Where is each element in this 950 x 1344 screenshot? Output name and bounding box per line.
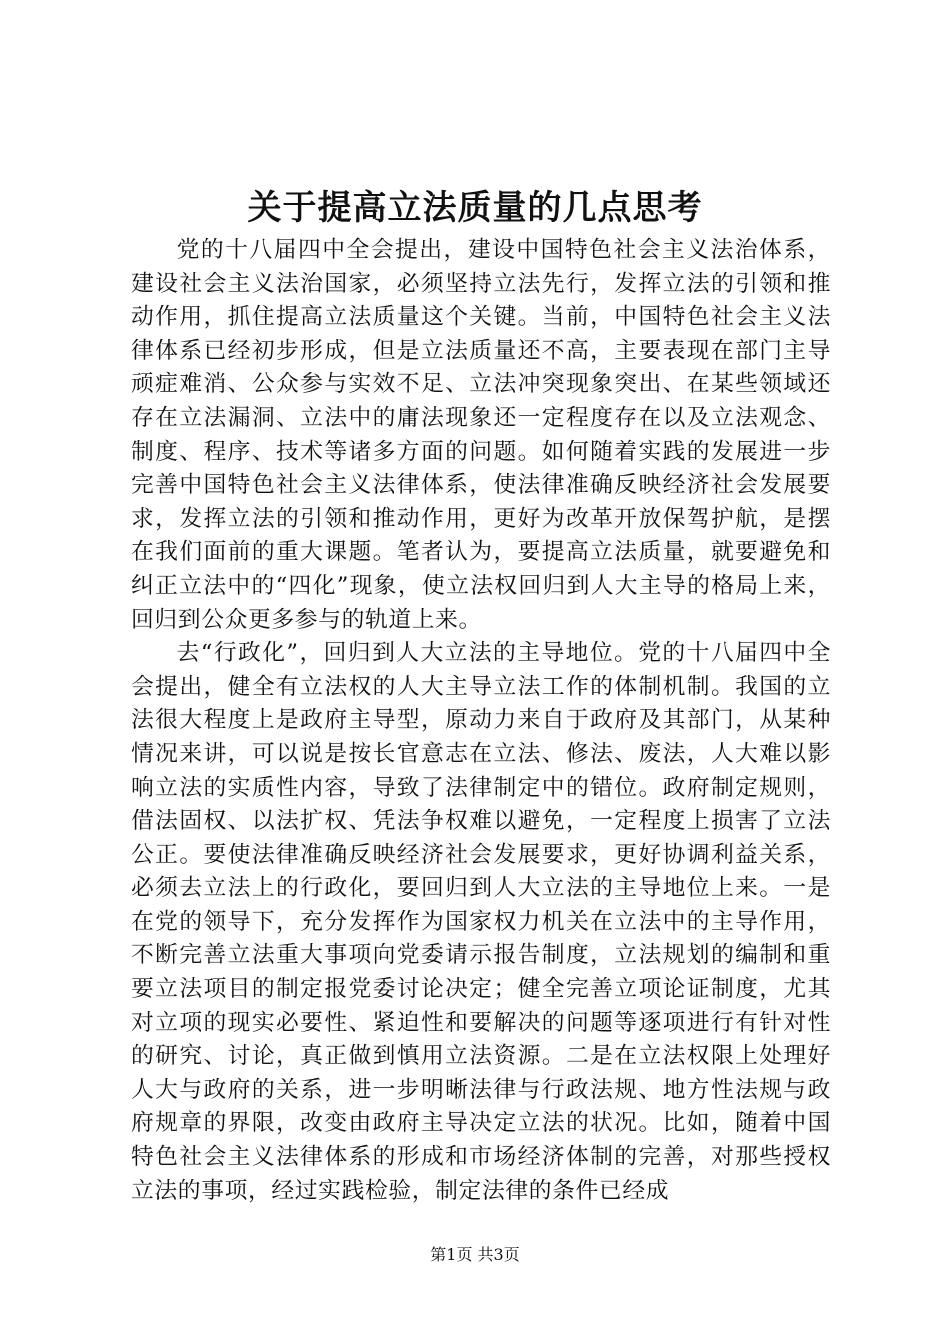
page-number: 第1页 共3页 <box>430 1245 520 1264</box>
document-body <box>131 234 831 1208</box>
paragraph-2: 去“行政化”，回归到人大立法的主导地位。党的十八届四中全会提出，健全有立法权的人大主导立法工作的体制机制。我国的立法很大程度上是政府主导型，原动力来自于政府及其部门，从某种情况来讲，可以说是按长官意志在立法、修法、废法，人大难以影响立法的实质性内容，导致了法律制定中的错位。政府制定规则，借法固权、以法扩权、凭法争权难以避免，一定程度上损害了立法公正。要使法律准确反映经济社会发展要求，更好协调利益关系，必须去立法上的行政化，要回归到人大立法的主导地位上来。一是在党的领导下，充分发挥作为国家权力机关在立法中的主导作用，不断完善立法重大事项向党委请示报告制度，立法规划的编制和重要立法项目的制定报党委讨论决定；健全完善立项论证制度，尤其对立项的现实必要性、紧迫性和要解决的问题等逐项进行有针对性的研究、讨论，真正做到慎用立法资源。二是在立法权限上处理好人大与政府的关系，进一步明晰法律与行政法规、地方性法规与政府规章的界限，改变由政府主导决定立法的状况。比如，随着中国特色社会主义法律体系的形成和市场经济体制的完善，对那些授权立法的事项，经过实践检验，制定法律的条件已经成 <box>131 640 831 1204</box>
paragraph-1: 党的十八届四中全会提出，建设中国特色社会主义法治体系，建设社会主义法治国家，必须坚持立法先行，发挥立法的引领和推动作用，抓住提高立法质量这个关键。当前，中国特色社会主义法律体系已经初步形成，但是立法质量还不高，主要表现在部门主导顽症难消、公众参与实效不足、立法冲突现象突出、在某些领域还存在立法漏洞、立法中的庸法现象还一定程度存在以及立法观念、制度、程序、技术等诸多方面的问题。如何随着实践的发展进一步完善中国特色社会主义法律体系，使法律准确反映经济社会发展要求，发挥立法的引领和推动作用，更好为改革开放保驾护航，是摆在我们面前的重大课题。笔者认为，要提高立法质量，就要避免和纠正立法中的“四化”现象，使立法权回归到人大主导的格局上来，回归到公众更多参与的轨道上来。 <box>131 237 831 633</box>
document-title: 关于提高立法质量的几点思考 <box>247 188 703 228</box>
